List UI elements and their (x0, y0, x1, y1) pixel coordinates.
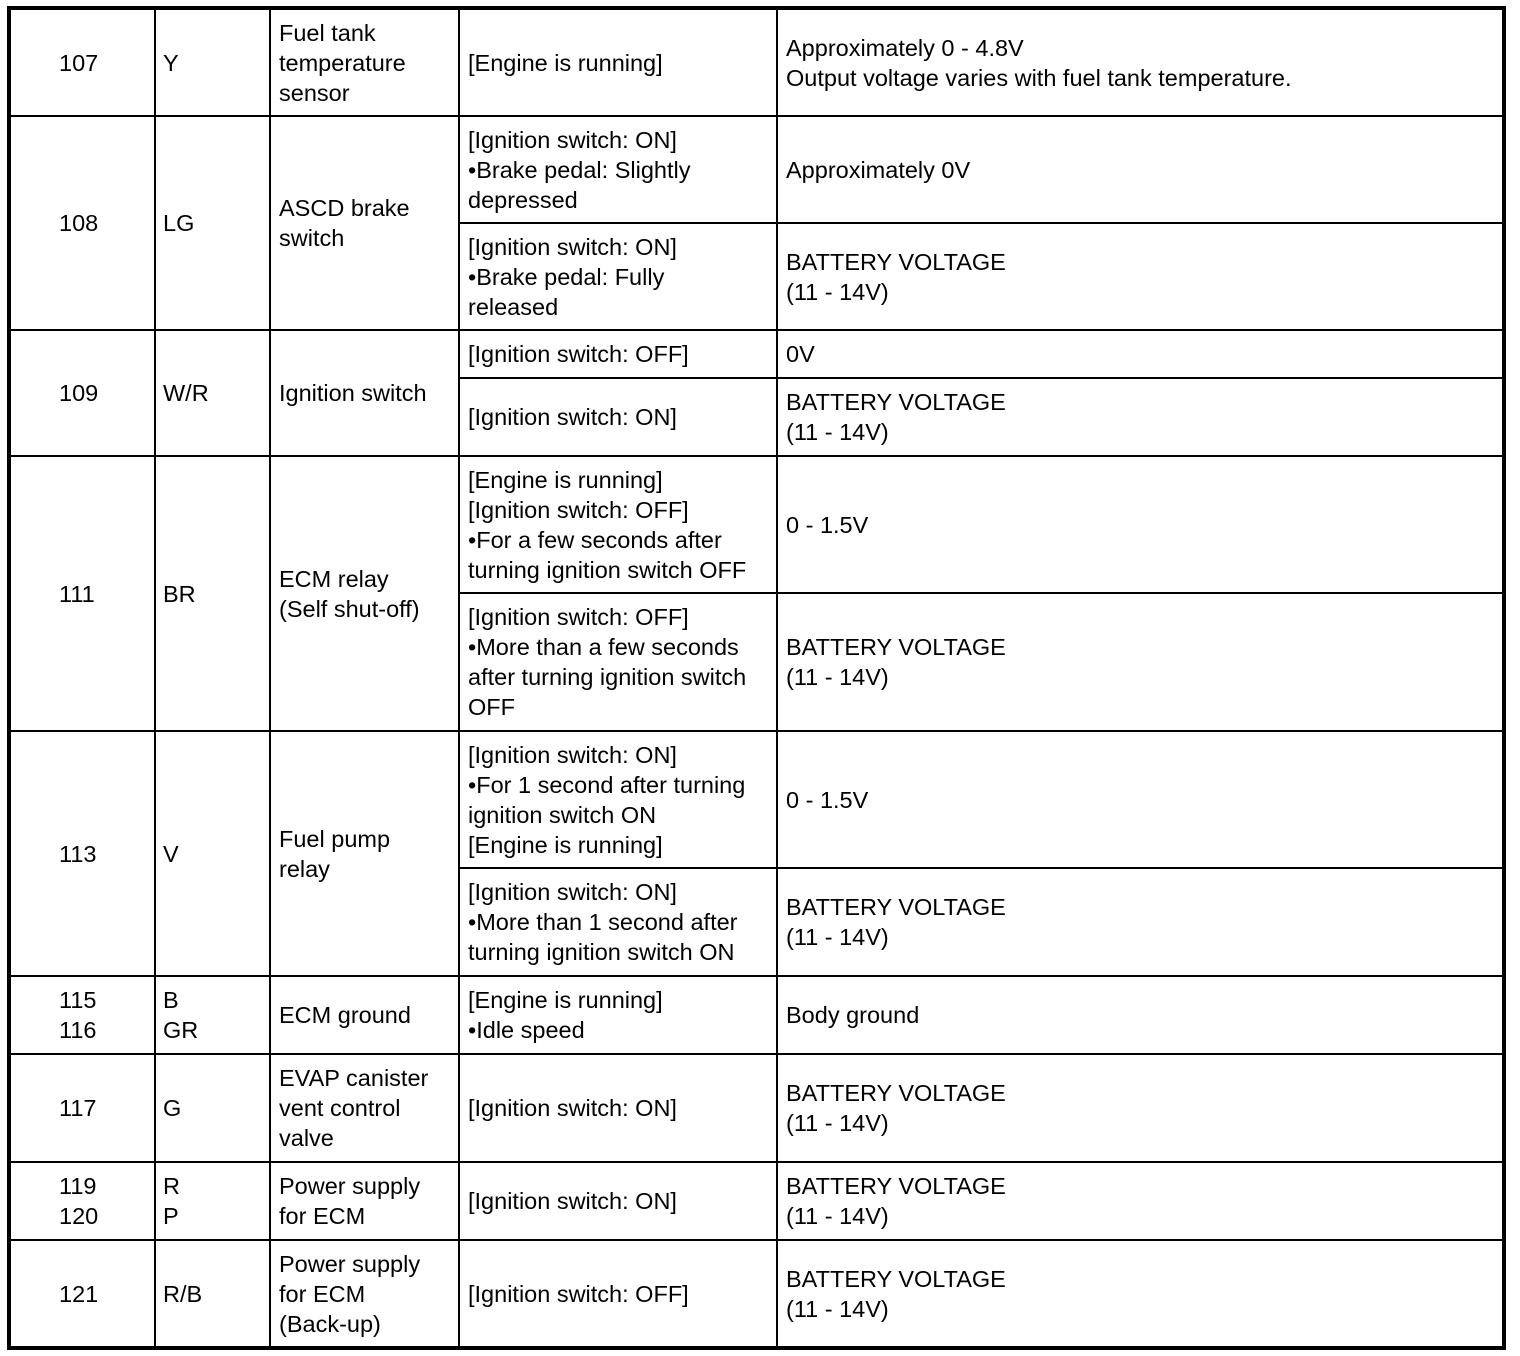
item-name: EVAP canister vent control valve (270, 1054, 459, 1162)
condition: [Ignition switch: ON] (459, 378, 777, 456)
condition: [Ignition switch: OFF] (459, 330, 777, 378)
terminal-no: 109 (9, 330, 155, 456)
data-value: BATTERY VOLTAGE (11 - 14V) (777, 378, 1504, 456)
table-row (9, 456, 1504, 593)
item-name: Power supply for ECM (Back-up) (270, 1240, 459, 1348)
data-value: Approximately 0 - 4.8V Output voltage varies with fuel tank temperature. (777, 8, 1504, 116)
terminal-no: 119 120 (9, 1162, 155, 1240)
data-value: BATTERY VOLTAGE (11 - 14V) (777, 1054, 1504, 1162)
condition: [Ignition switch: ON] •Brake pedal: Fully released (459, 223, 777, 330)
table-row (9, 731, 1504, 868)
data-value: 0 - 1.5V (777, 456, 1504, 593)
table-body (9, 8, 1504, 1348)
terminal-no: 115 116 (9, 976, 155, 1054)
condition: [Engine is running] [Ignition switch: OFF] •For a few seconds after turning ignition switch OFF (459, 456, 777, 593)
wire-color: V (155, 731, 270, 976)
item-name: ASCD brake switch (270, 116, 459, 330)
wire-color: LG (155, 116, 270, 330)
data-value: 0V (777, 330, 1504, 378)
data-value: Approximately 0V (777, 116, 1504, 223)
wire-color: R/B (155, 1240, 270, 1348)
data-value: Body ground (777, 976, 1504, 1054)
terminal-no: 121 (9, 1240, 155, 1348)
wire-color: BR (155, 456, 270, 731)
condition: [Ignition switch: ON] •For 1 second after turning ignition switch ON [Engine is running] (459, 731, 777, 868)
condition: [Ignition switch: OFF] •More than a few seconds after turning ignition switch OFF (459, 593, 777, 731)
table-row (9, 116, 1504, 223)
item-name: Power supply for ECM (270, 1162, 459, 1240)
terminal-no: 107 (9, 8, 155, 116)
wire-color: W/R (155, 330, 270, 456)
data-value: 0 - 1.5V (777, 731, 1504, 868)
table-row (9, 8, 1504, 116)
table-row (9, 1162, 1504, 1240)
terminal-no: 111 (9, 456, 155, 731)
data-value: BATTERY VOLTAGE (11 - 14V) (777, 1162, 1504, 1240)
table-row (9, 330, 1504, 378)
wire-color: R P (155, 1162, 270, 1240)
item-name: Fuel tank temperature sensor (270, 8, 459, 116)
item-name: ECM relay (Self shut-off) (270, 456, 459, 731)
wire-color: G (155, 1054, 270, 1162)
condition: [Ignition switch: OFF] (459, 1240, 777, 1348)
table-row (9, 1240, 1504, 1348)
wire-color: Y (155, 8, 270, 116)
item-name: Ignition switch (270, 330, 459, 456)
ecm-terminal-table (7, 6, 1506, 1350)
data-value: BATTERY VOLTAGE (11 - 14V) (777, 1240, 1504, 1348)
data-value: BATTERY VOLTAGE (11 - 14V) (777, 593, 1504, 731)
condition: [Engine is running] •Idle speed (459, 976, 777, 1054)
condition: [Ignition switch: ON] •Brake pedal: Slightly depressed (459, 116, 777, 223)
condition: [Ignition switch: ON] (459, 1162, 777, 1240)
wire-color: B GR (155, 976, 270, 1054)
table-row (9, 1054, 1504, 1162)
condition: [Ignition switch: ON] (459, 1054, 777, 1162)
item-name: Fuel pump relay (270, 731, 459, 976)
terminal-no: 113 (9, 731, 155, 976)
condition: [Engine is running] (459, 8, 777, 116)
table-row (9, 976, 1504, 1054)
data-value: BATTERY VOLTAGE (11 - 14V) (777, 868, 1504, 976)
data-value: BATTERY VOLTAGE (11 - 14V) (777, 223, 1504, 330)
terminal-no: 117 (9, 1054, 155, 1162)
item-name: ECM ground (270, 976, 459, 1054)
condition: [Ignition switch: ON] •More than 1 second after turning ignition switch ON (459, 868, 777, 976)
terminal-no: 108 (9, 116, 155, 330)
